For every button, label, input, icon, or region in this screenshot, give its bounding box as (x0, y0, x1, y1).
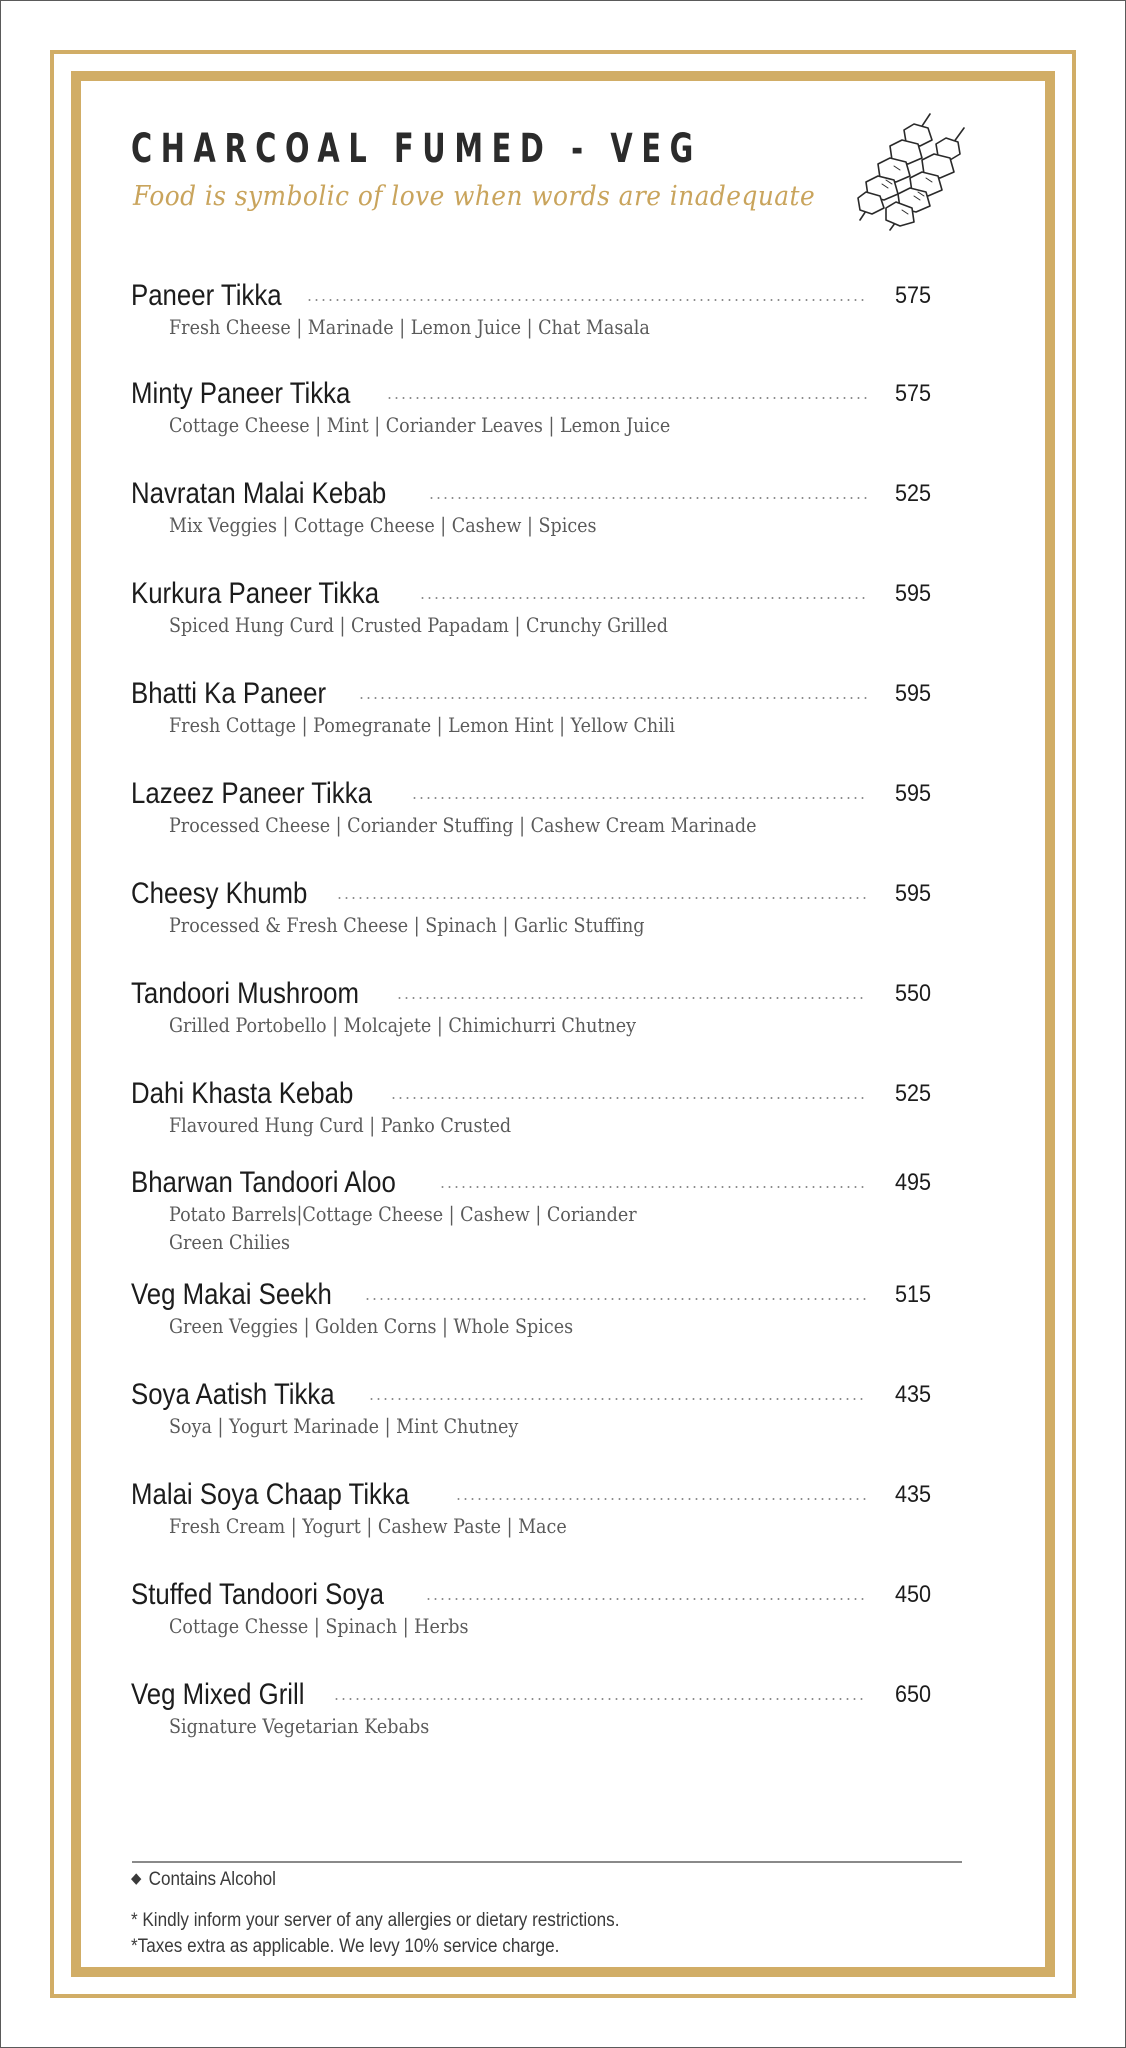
item-price: 435 (895, 1381, 932, 1408)
item-price: 450 (895, 1581, 932, 1608)
menu-item (131, 777, 936, 839)
item-description: Spiced Hung Curd | Crusted Papadam | Crunchy Grilled (169, 614, 668, 637)
item-description: Green Veggies | Golden Corns | Whole Spices (169, 1315, 574, 1338)
dotted-leader (425, 1598, 867, 1600)
dotted-leader (306, 299, 867, 301)
dotted-leader (411, 797, 867, 799)
item-price: 595 (895, 680, 932, 707)
item-description: Signature Vegetarian Kebabs (169, 1715, 430, 1738)
alcohol-legend-label: Contains Alcohol (148, 1869, 276, 1890)
menu-item (131, 577, 936, 639)
item-price: 495 (895, 1169, 932, 1196)
item-name: Malai Soya Chaap Tikka (131, 1478, 410, 1511)
item-price: 595 (895, 780, 932, 807)
item-name: Lazeez Paneer Tikka (131, 777, 372, 810)
item-price: 595 (895, 580, 932, 607)
item-price: 515 (895, 1281, 932, 1308)
item-name: Soya Aatish Tikka (131, 1378, 335, 1411)
item-name: Tandoori Mushroom (131, 977, 360, 1010)
footer-divider (132, 1861, 962, 1863)
item-description: Grilled Portobello | Molcajete | Chimichurri Chutney (169, 1014, 637, 1037)
item-description: Cottage Chesse | Spinach | Herbs (169, 1615, 469, 1638)
item-price: 650 (895, 1681, 932, 1708)
menu-item (131, 377, 936, 439)
menu-item (131, 1278, 936, 1340)
item-price: 550 (895, 980, 932, 1007)
tax-note: *Taxes extra as applicable. We levy 10% service charge. (131, 1936, 560, 1957)
menu-item (131, 1166, 936, 1256)
item-description: Potato Barrels|Cottage Cheese | Cashew | Coriander (169, 1203, 637, 1226)
alcohol-legend (131, 1869, 276, 1891)
menu-item (131, 477, 936, 539)
menu-tagline: Food is symbolic of love when words are inadequate (133, 181, 816, 212)
dotted-leader (455, 1498, 868, 1500)
item-name: Stuffed Tandoori Soya (131, 1578, 384, 1611)
item-name: Navratan Malai Kebab (131, 477, 387, 510)
item-name: Bhatti Ka Paneer (131, 677, 327, 710)
item-price: 435 (895, 1481, 932, 1508)
item-name: Paneer Tikka (131, 279, 282, 312)
item-description-line2: Green Chilies (169, 1231, 291, 1254)
item-description: Processed & Fresh Cheese | Spinach | Garlic Stuffing (169, 914, 645, 937)
diamond-icon: ◆ (131, 1870, 142, 1887)
dotted-leader (419, 597, 867, 599)
item-name: Veg Makai Seekh (131, 1278, 332, 1311)
item-description: Processed Cheese | Coriander Stuffing | Cashew Cream Marinade (169, 814, 757, 837)
item-name: Dahi Khasta Kebab (131, 1077, 354, 1110)
item-name: Kurkura Paneer Tikka (131, 577, 380, 610)
menu-item (131, 279, 936, 341)
dotted-leader (358, 697, 867, 699)
menu-item (131, 1678, 936, 1740)
dotted-leader (390, 1097, 867, 1099)
item-price: 525 (895, 480, 932, 507)
item-name: Veg Mixed Grill (131, 1678, 305, 1711)
menu-section-title: CHARCOAL FUMED - VEG (131, 126, 702, 172)
item-description: Cottage Cheese | Mint | Coriander Leaves | Lemon Juice (169, 414, 671, 437)
menu-item (131, 1077, 936, 1139)
menu-item (131, 1478, 936, 1540)
item-price: 575 (895, 380, 932, 407)
item-price: 595 (895, 880, 932, 907)
menu-item (131, 977, 936, 1039)
item-description: Fresh Cream | Yogurt | Cashew Paste | Mace (169, 1515, 567, 1538)
dotted-leader (333, 1698, 867, 1700)
allergy-note: * Kindly inform your server of any allergies or dietary restrictions. (131, 1910, 620, 1931)
menu-item (131, 677, 936, 739)
item-name: Bharwan Tandoori Aloo (131, 1166, 396, 1199)
dotted-leader (439, 1186, 867, 1188)
dotted-leader (364, 1298, 867, 1300)
dotted-leader (396, 997, 867, 999)
menu-item (131, 1378, 936, 1440)
item-description: Fresh Cottage | Pomegranate | Lemon Hint | Yellow Chili (169, 714, 676, 737)
item-name: Minty Paneer Tikka (131, 377, 351, 410)
item-price: 575 (895, 282, 932, 309)
dotted-leader (386, 397, 867, 399)
item-description: Fresh Cheese | Marinade | Lemon Juice | Chat Masala (169, 316, 650, 339)
kebab-skewers-icon (852, 110, 972, 232)
item-price: 525 (895, 1080, 932, 1107)
item-name: Cheesy Khumb (131, 877, 308, 910)
dotted-leader (336, 897, 867, 899)
item-description: Flavoured Hung Curd | Panko Crusted (169, 1114, 512, 1137)
item-description: Mix Veggies | Cottage Cheese | Cashew | Spices (169, 514, 597, 537)
dotted-leader (368, 1398, 867, 1400)
menu-item (131, 1578, 936, 1640)
item-description: Soya | Yogurt Marinade | Mint Chutney (169, 1415, 519, 1438)
menu-item (131, 877, 936, 939)
dotted-leader (428, 497, 867, 499)
